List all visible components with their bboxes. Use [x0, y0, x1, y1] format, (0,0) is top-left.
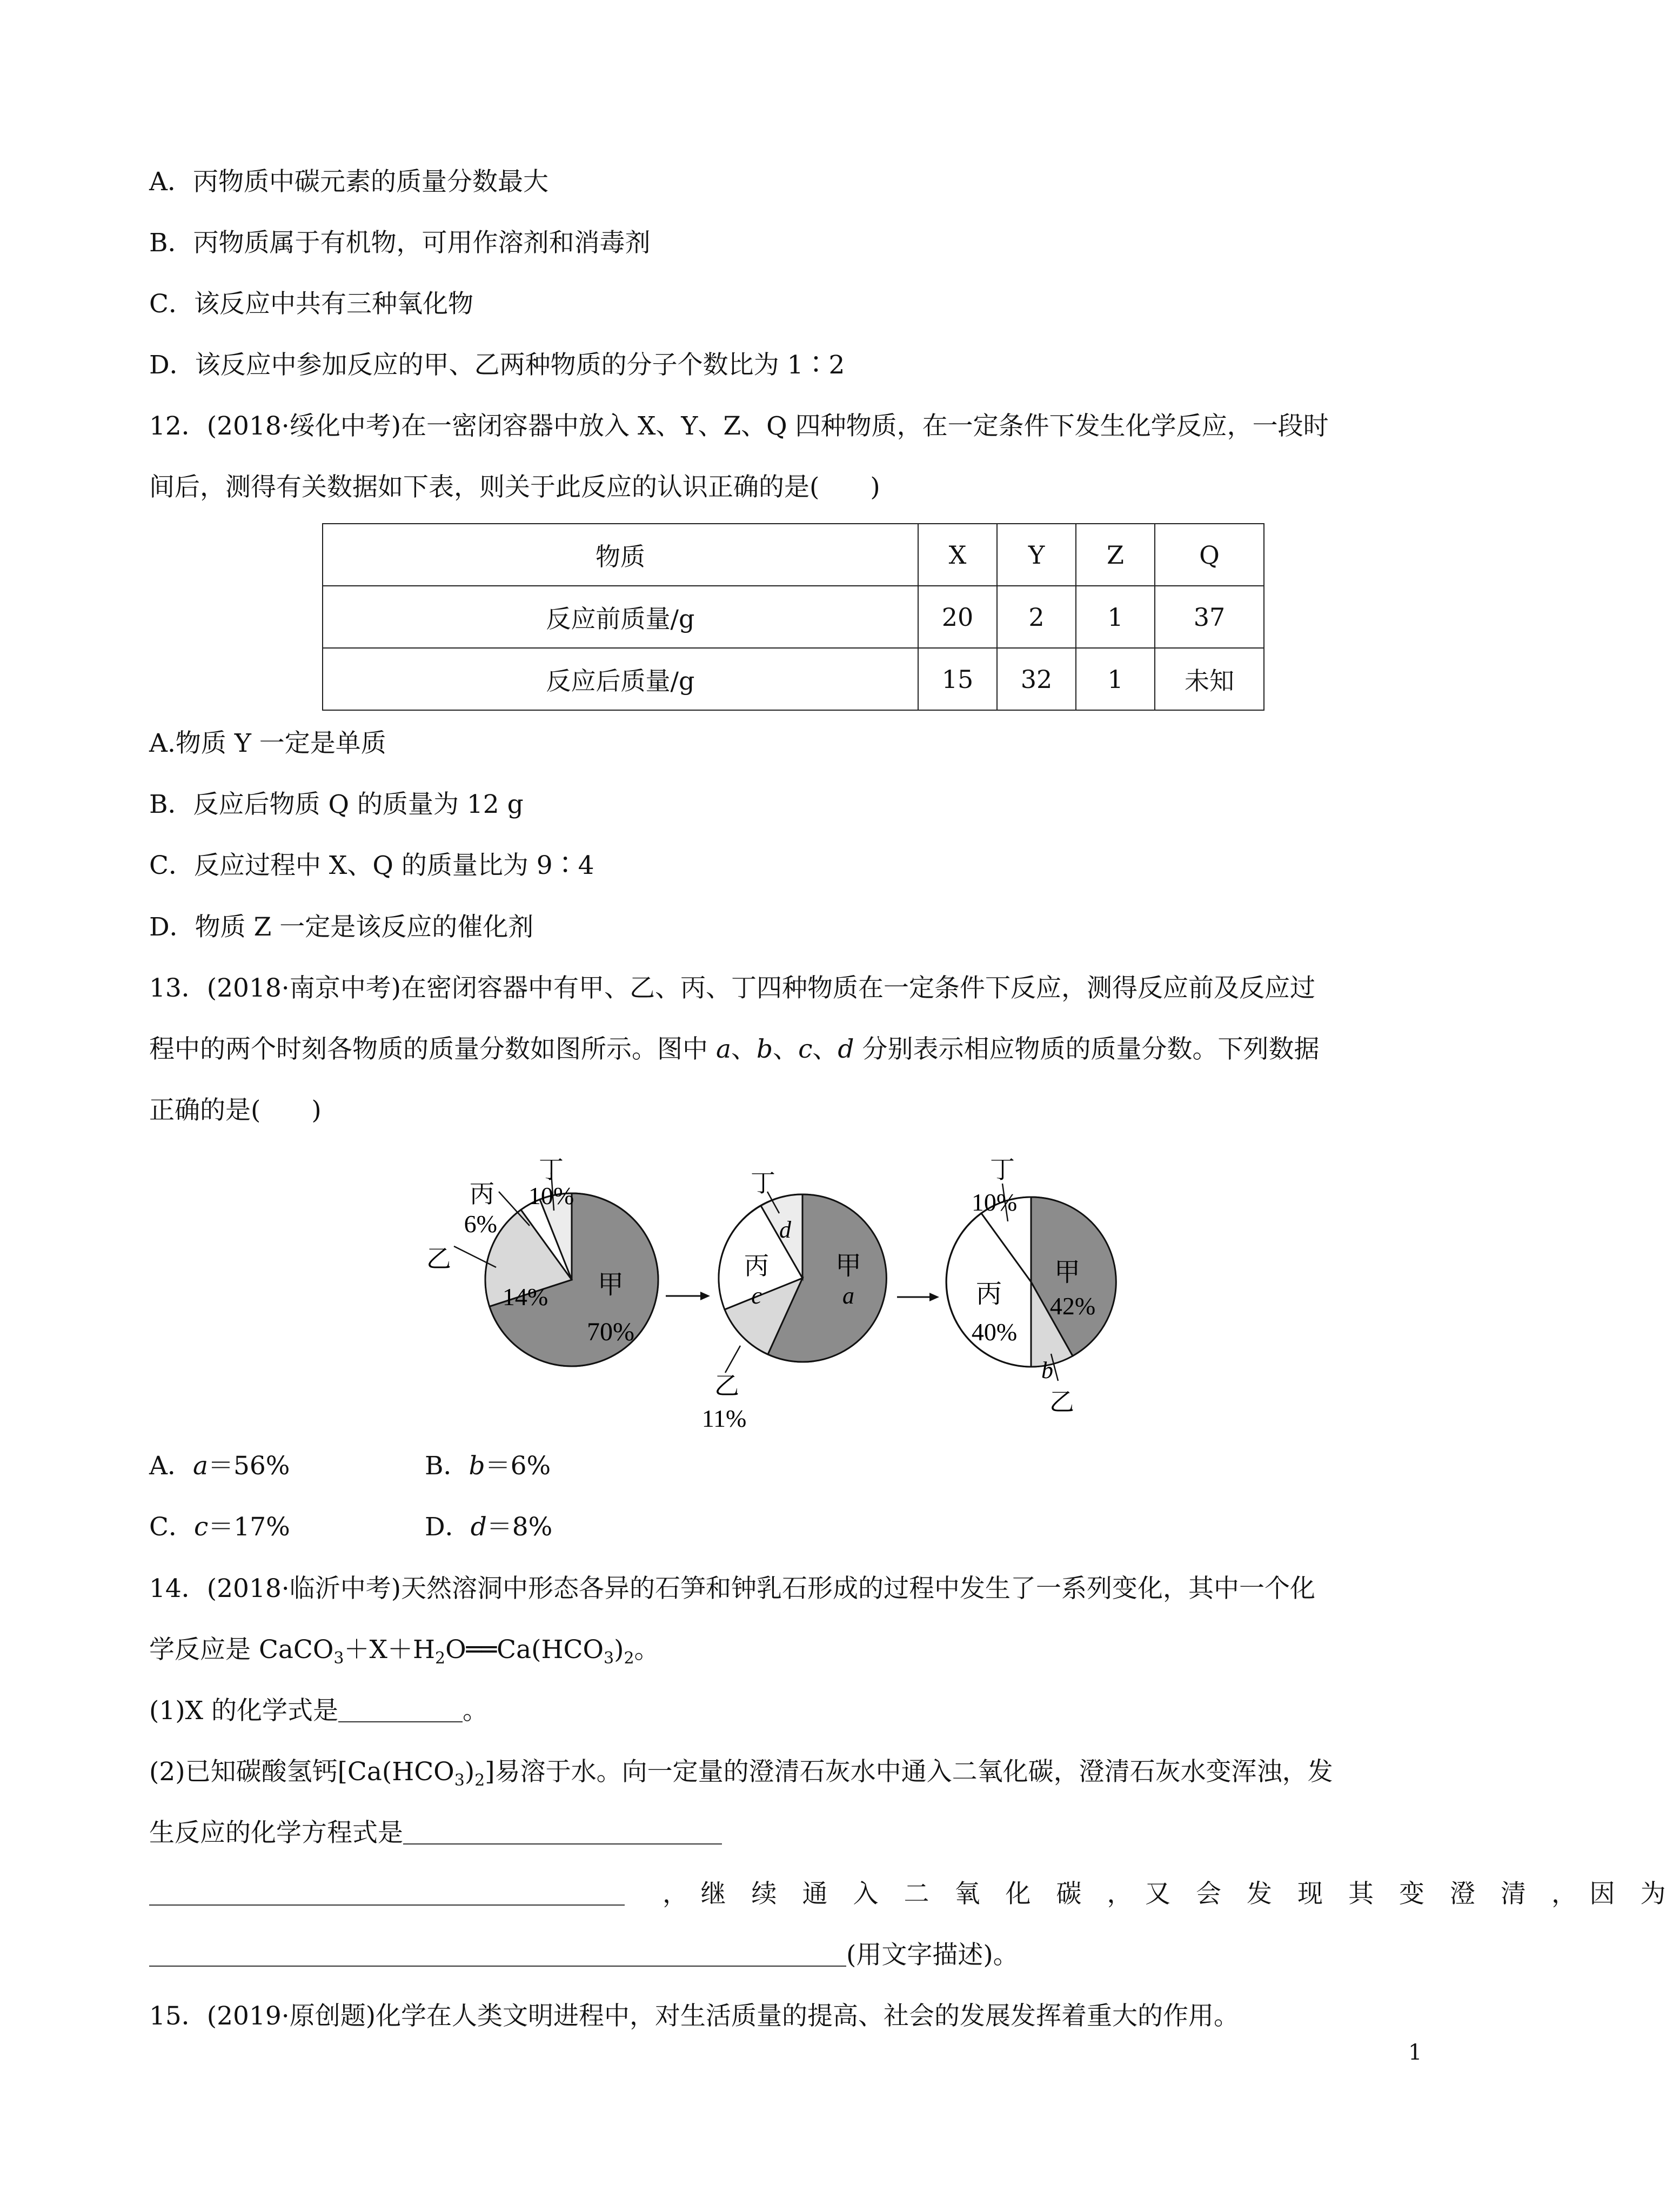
- q13-stem-line3: 正确的是( ): [149, 1095, 322, 1125]
- var-b: b: [469, 1451, 485, 1481]
- q14-text: 学反应是 CaCO: [149, 1635, 334, 1665]
- table-row: [323, 648, 1264, 710]
- q14-stem-line2: [149, 1634, 660, 1675]
- separator: 、: [731, 1034, 757, 1064]
- q14-part2-line1: [149, 1756, 1333, 1797]
- q14-text: 生反应的化学方程式是: [149, 1818, 403, 1848]
- table-cell: 1: [1076, 586, 1155, 648]
- q13-option-a: [149, 1450, 290, 1482]
- pie1-value-bing: 6%: [464, 1210, 497, 1238]
- pie-chart-2: [702, 1170, 887, 1432]
- pie-chart-3: [946, 1156, 1116, 1416]
- pie2-label-ding: 丁: [751, 1170, 775, 1197]
- q13-option-c: [149, 1511, 290, 1543]
- subscript: 2: [474, 1771, 485, 1790]
- subscript: 3: [454, 1771, 465, 1790]
- answer-blank[interactable]: [149, 1881, 625, 1906]
- q14-part2-line3: [149, 1878, 1666, 1910]
- pie1-value-ding: 10%: [528, 1182, 574, 1209]
- q14-part2-line2: [149, 1817, 722, 1849]
- table-cell: 32: [997, 648, 1076, 710]
- pie1-value-jia: 70%: [587, 1318, 634, 1346]
- pie3-value-jia: 42%: [1049, 1292, 1096, 1320]
- var-c: c: [798, 1034, 813, 1064]
- q14-text: 。: [462, 1696, 488, 1726]
- separator: 、: [773, 1034, 799, 1064]
- pie2-leader-yi: [725, 1346, 740, 1373]
- q12-option-b: B．反应后物质 Q 的质量为 12 g: [149, 790, 524, 819]
- pie2-label-jia: 甲: [835, 1252, 862, 1280]
- table-cell: 37: [1155, 586, 1264, 648]
- answer-blank[interactable]: [149, 1942, 846, 1967]
- q13-stem-line2: [149, 1033, 1319, 1066]
- q11-option-d: D．该反应中参加反应的甲、乙两种物质的分子个数比为 1∶2: [149, 350, 845, 380]
- pie2-label-yi: 乙: [714, 1372, 739, 1400]
- q12-stem-line1: 12．(2018·绥化中考)在一密闭容器中放入 X、Y、Z、Q 四种物质，在一定条件下发生化学反应，一段时: [149, 411, 1329, 441]
- pie1-label-yi: 乙: [426, 1245, 451, 1273]
- option-value: ＝17%: [208, 1512, 290, 1542]
- q14-text: (2)已知碳酸氢钙[Ca(HCO: [149, 1757, 454, 1787]
- arrow-right-icon: [897, 1293, 939, 1301]
- var-d: d: [838, 1034, 854, 1064]
- table-header-cell: 物质: [323, 524, 918, 586]
- q14-text: (用文字描述)。: [846, 1940, 1019, 1970]
- option-value: ＝8%: [486, 1512, 553, 1542]
- pie3-label-jia: 甲: [1054, 1258, 1081, 1287]
- pie-chart-1: [426, 1156, 658, 1366]
- q14-text: ， 继 续 通 入 二 氧 化 碳 ， 又 会 发 现 其 变 澄 清 ， 因 为: [663, 1879, 1666, 1909]
- q14-text: ＋X＋H: [344, 1635, 435, 1665]
- table-header-row: [323, 524, 1264, 586]
- subscript: 3: [604, 1649, 614, 1668]
- q14-text: ): [614, 1635, 624, 1665]
- table-cell: 反应前质量/g: [323, 586, 918, 648]
- q13-option-b: [425, 1450, 551, 1482]
- option-value: ＝56%: [208, 1451, 290, 1481]
- q14-text: 。: [634, 1635, 660, 1665]
- table-cell: 1: [1076, 648, 1155, 710]
- pie1-label-ding: 丁: [539, 1156, 564, 1184]
- q14-text: ): [464, 1757, 475, 1787]
- page-number: 1: [1408, 2040, 1422, 2065]
- q12-option-a: A.物质 Y 一定是单质: [149, 729, 386, 758]
- pie2-value-yi: 11%: [701, 1405, 747, 1432]
- table-header-cell: Y: [997, 524, 1076, 586]
- q12-option-d: D．物质 Z 一定是该反应的催化剂: [149, 912, 534, 942]
- table-cell: 未知: [1155, 648, 1264, 710]
- option-letter: D．: [425, 1512, 471, 1542]
- q11-option-c: C．该反应中共有三种氧化物: [149, 289, 473, 319]
- q11-option-a: A．丙物质中碳元素的质量分数最大: [149, 167, 548, 197]
- q14-text: (1)X 的化学式是: [149, 1696, 338, 1726]
- subscript: 2: [624, 1649, 634, 1668]
- arrow-right-icon: [666, 1292, 710, 1300]
- var-a: a: [715, 1034, 731, 1064]
- q13-stem-line1: 13．(2018·南京中考)在密闭容器中有甲、乙、丙、丁四种物质在一定条件下反应，测得反应前及反应过: [149, 973, 1316, 1003]
- q12-stem-line2: 间后，测得有关数据如下表，则关于此反应的认识正确的是( ): [149, 472, 880, 502]
- pie2-value-jia: a: [842, 1282, 854, 1309]
- option-letter: A．: [149, 1451, 193, 1481]
- pie3-value-yi: b: [1041, 1357, 1053, 1384]
- q14-text: ]易溶于水。向一定量的澄清石灰水中通入二氧化碳，澄清石灰水变浑浊，发: [485, 1757, 1333, 1787]
- q14-part2-line4: [149, 1939, 1019, 1972]
- q14-part1: [149, 1695, 488, 1727]
- var-c: c: [193, 1512, 209, 1542]
- q13-option-d: [425, 1511, 552, 1543]
- pie3-label-yi: 乙: [1049, 1388, 1074, 1416]
- pie3-label-bing: 丙: [975, 1280, 1002, 1308]
- table-cell: 15: [918, 648, 997, 710]
- answer-blank[interactable]: [338, 1698, 463, 1722]
- table-cell: 2: [997, 586, 1076, 648]
- var-b: b: [756, 1034, 773, 1064]
- q13-text: 程中的两个时刻各物质的质量分数如图所示。图中: [149, 1034, 716, 1064]
- var-d: d: [470, 1512, 487, 1542]
- pie3-value-ding: 10%: [971, 1188, 1018, 1216]
- table-header-cell: X: [918, 524, 997, 586]
- option-letter: C．: [149, 1512, 194, 1542]
- pie1-value-yi: 14%: [502, 1283, 548, 1311]
- q13-text: 分别表示相应物质的质量分数。下列数据: [854, 1034, 1320, 1064]
- q12-data-table: [322, 523, 1264, 711]
- q15-stem-line1: 15．(2019·原创题)化学在人类文明进程中，对生活质量的提高、社会的发展发挥着重大的作用。: [149, 2001, 1240, 2031]
- pie1-label-bing: 丙: [470, 1180, 494, 1208]
- q14-stem-line1: 14．(2018·临沂中考)天然溶洞中形态各异的石笋和钟乳石形成的过程中发生了一系列变化，其中一个化: [149, 1574, 1316, 1603]
- option-letter: B．: [425, 1451, 469, 1481]
- separator: 、: [812, 1034, 838, 1064]
- table-row: [323, 586, 1264, 648]
- q13-pie-figure: [421, 1140, 1140, 1443]
- subscript: 3: [333, 1649, 344, 1668]
- table-header-cell: Q: [1155, 524, 1264, 586]
- option-value: ＝6%: [485, 1451, 551, 1481]
- pie2-label-bing: 丙: [744, 1252, 769, 1280]
- table-cell: 反应后质量/g: [323, 648, 918, 710]
- q12-option-c: C．反应过程中 X、Q 的质量比为 9∶4: [149, 851, 594, 880]
- q11-option-b: B．丙物质属于有机物，可用作溶剂和消毒剂: [149, 228, 651, 258]
- pie2-value-ding: d: [779, 1217, 791, 1243]
- pie1-label-jia: 甲: [597, 1271, 624, 1299]
- table-cell: 20: [918, 586, 997, 648]
- table-header-cell: Z: [1076, 524, 1155, 586]
- pie2-value-bing: c: [751, 1282, 762, 1309]
- answer-blank[interactable]: [403, 1820, 722, 1845]
- q14-text: O══Ca(HCO: [445, 1635, 604, 1665]
- pie3-value-bing: 40%: [971, 1318, 1018, 1346]
- subscript: 2: [434, 1649, 446, 1668]
- pie3-label-ding: 丁: [990, 1156, 1015, 1184]
- var-a: a: [192, 1451, 208, 1481]
